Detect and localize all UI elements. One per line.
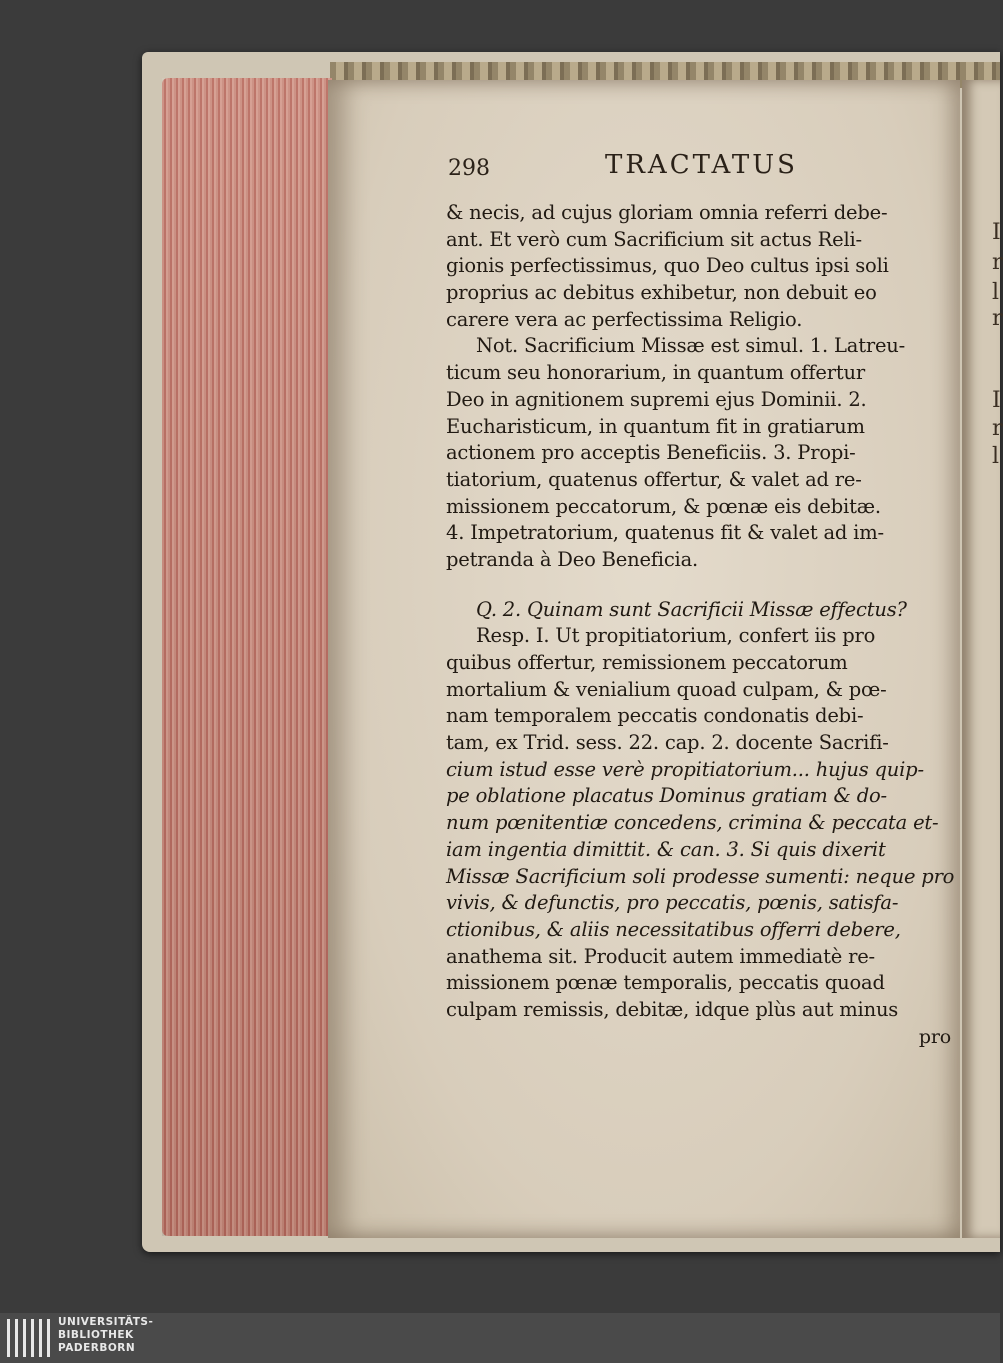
text-line: Eucharisticum, in quantum fit in gratiarum [446, 414, 865, 438]
facing-page-fragment: l [992, 444, 1000, 469]
text-line: missionem peccatorum, & pœnæ eis debitæ. [446, 494, 881, 518]
text-line: tam, ex Trid. sess. 22. cap. 2. docente Sacrifi- [446, 731, 889, 755]
text-line: proprius ac debitus exhibetur, non debuit eo [446, 281, 877, 305]
library-name-line: PADERBORN [58, 1342, 136, 1354]
text-line: iam ingentia dimittit. & can. 3. Si quis dixerit [446, 837, 886, 861]
text-line: carere vera ac perfectissima Religio. [446, 307, 803, 331]
text-line: pe oblatione placatus Dominus gratiam & do- [446, 784, 887, 808]
facing-page-edge [962, 80, 1003, 1238]
text-line: tiatorium, quatenus offertur, & valet ad re- [446, 467, 862, 491]
text-line: anathema sit. Producit autem immediatè re- [446, 944, 875, 968]
facing-page-fragment: r [992, 416, 1003, 441]
text-line: ant. Et verò cum Sacrificium sit actus Reli- [446, 227, 862, 251]
facing-page-fragment: l [992, 280, 1000, 305]
text-line: gionis perfectissimus, quo Deo cultus ipsi soli [446, 254, 889, 278]
question-heading: Q. 2. Quinam sunt Sacrificii Missæ effectus? [476, 597, 907, 621]
text-line: actionem pro acceptis Beneficiis. 3. Propi- [446, 441, 856, 465]
library-name-line: BIBLIOTHEK [58, 1329, 134, 1341]
text-line: ctionibus, & aliis necessitatibus offerri debere, [446, 917, 901, 941]
page-text [446, 200, 955, 1050]
text-line: & necis, ad cujus gloriam omnia referri debe- [446, 201, 888, 224]
text-line: quibus offertur, remissionem peccatorum [446, 651, 848, 674]
library-logo-icon [4, 1317, 52, 1359]
text-line: missionem pœnæ temporalis, peccatis quoad [446, 971, 885, 995]
library-footer [0, 1313, 1000, 1363]
facing-page-fragment: r [992, 250, 1003, 275]
running-head [440, 150, 940, 190]
facing-page-fragment: I [992, 388, 1001, 413]
text-line: petranda à Deo Beneficia. [446, 547, 699, 571]
text-line: Resp. I. Ut propitiatorium, confert iis pro [476, 624, 876, 648]
text-line: ticum seu honorarium, in quantum offertur [446, 361, 865, 385]
facing-page-fragment: I [992, 220, 1001, 245]
catchword: pro [918, 1025, 951, 1048]
text-line: Not. Sacrificium Missæ est simul. 1. Latreu- [476, 334, 906, 358]
library-name-line: UNIVERSITÄTS- [58, 1316, 154, 1328]
page-edges [162, 78, 332, 1236]
running-title: TRACTATUS [605, 150, 798, 180]
text-line: Deo in agnitionem supremi ejus Dominii. 2. [446, 387, 867, 411]
text-line: cium istud esse verè propitiatorium... hujus quip- [446, 757, 924, 781]
text-line: Missæ Sacrificium soli prodesse sumenti: neque pro [446, 864, 955, 888]
text-line: culpam remissis, debitæ, idque plùs aut minus [446, 997, 899, 1021]
text-line: 4. Impetratorium, quatenus fit & valet ad im- [446, 521, 884, 545]
text-line: num pœnitentiæ concedens, crimina & peccata et- [446, 811, 939, 835]
text-line: mortalium & venialium quoad culpam, & pœ- [446, 677, 887, 701]
text-line: vivis, & defunctis, pro peccatis, pœnis, satisfa- [446, 891, 899, 915]
library-name [58, 1316, 153, 1355]
text-line: nam temporalem peccatis condonatis debi- [446, 704, 864, 728]
page-number: 298 [448, 156, 490, 181]
facing-page-fragment: r [992, 306, 1003, 331]
